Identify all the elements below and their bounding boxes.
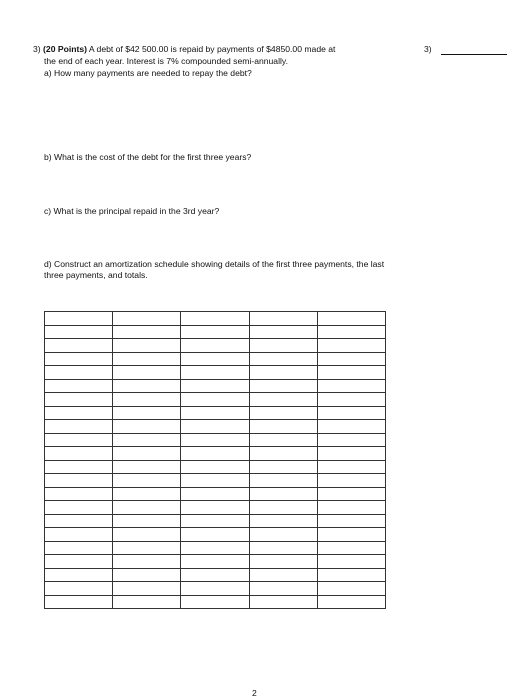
table-cell[interactable] [181,460,249,474]
question-part-b: b) What is the cost of the debt for the first three years? [44,152,252,162]
table-row [45,474,386,488]
table-cell[interactable] [181,366,249,380]
table-cell[interactable] [45,555,113,569]
amortization-grid [44,311,386,609]
table-cell[interactable] [317,460,385,474]
table-cell[interactable] [317,312,385,326]
table-cell[interactable] [249,325,317,339]
table-cell[interactable] [181,487,249,501]
table-row [45,501,386,515]
table-cell[interactable] [45,420,113,434]
table-cell[interactable] [317,595,385,609]
table-cell[interactable] [317,555,385,569]
table-cell[interactable] [317,352,385,366]
table-cell[interactable] [317,379,385,393]
table-cell[interactable] [181,501,249,515]
table-cell[interactable] [249,582,317,596]
table-row [45,379,386,393]
table-cell[interactable] [113,460,181,474]
table-cell[interactable] [45,312,113,326]
table-cell[interactable] [113,433,181,447]
table-cell[interactable] [45,528,113,542]
table-cell[interactable] [113,379,181,393]
table-row [45,420,386,434]
table-cell[interactable] [45,541,113,555]
table-row [45,514,386,528]
question-number: 3) [33,44,41,54]
table-cell[interactable] [181,555,249,569]
table-cell[interactable] [45,595,113,609]
table-cell[interactable] [113,582,181,596]
question-text-line2: the end of each year. Interest is 7% compounded semi-annually. [44,56,288,66]
table-cell[interactable] [181,595,249,609]
table-cell[interactable] [45,487,113,501]
table-cell[interactable] [317,474,385,488]
table-cell[interactable] [249,595,317,609]
table-cell[interactable] [113,555,181,569]
table-row [45,541,386,555]
table-cell[interactable] [45,447,113,461]
table-cell[interactable] [45,514,113,528]
table-cell[interactable] [317,541,385,555]
table-cell[interactable] [317,433,385,447]
table-cell[interactable] [249,312,317,326]
table-cell[interactable] [113,366,181,380]
question-part-d: d) Construct an amortization schedule showing details of the first three payments, the last three payments, and totals. [44,259,385,280]
amortization-table [44,311,386,594]
table-cell[interactable] [181,379,249,393]
table-cell[interactable] [317,568,385,582]
table-cell[interactable] [317,447,385,461]
table-row [45,568,386,582]
table-cell[interactable] [113,501,181,515]
page-number: 2 [252,688,257,698]
table-cell[interactable] [181,474,249,488]
table-cell[interactable] [181,393,249,407]
table-cell[interactable] [317,582,385,596]
table-cell[interactable] [181,582,249,596]
table-cell[interactable] [45,474,113,488]
table-cell[interactable] [181,541,249,555]
table-cell[interactable] [249,460,317,474]
table-cell[interactable] [249,568,317,582]
table-cell[interactable] [45,393,113,407]
table-cell[interactable] [181,406,249,420]
table-row [45,393,386,407]
table-cell[interactable] [317,514,385,528]
table-row [45,595,386,609]
table-cell[interactable] [317,528,385,542]
table-cell[interactable] [317,325,385,339]
table-cell[interactable] [45,339,113,353]
table-cell[interactable] [113,595,181,609]
table-cell[interactable] [181,447,249,461]
table-cell[interactable] [113,528,181,542]
table-row [45,447,386,461]
question-part-c: c) What is the principal repaid in the 3rd year? [44,206,220,216]
table-cell[interactable] [317,501,385,515]
table-cell[interactable] [317,339,385,353]
table-cell[interactable] [249,339,317,353]
table-cell[interactable] [113,420,181,434]
table-cell[interactable] [317,393,385,407]
table-cell[interactable] [249,447,317,461]
table-cell[interactable] [249,366,317,380]
table-cell[interactable] [181,325,249,339]
table-cell[interactable] [45,501,113,515]
table-cell[interactable] [181,514,249,528]
table-cell[interactable] [181,339,249,353]
table-cell[interactable] [113,393,181,407]
table-cell[interactable] [113,312,181,326]
answer-blank-line[interactable] [441,54,507,55]
table-row [45,582,386,596]
table-row [45,460,386,474]
table-cell[interactable] [249,501,317,515]
table-cell[interactable] [113,325,181,339]
table-cell[interactable] [181,312,249,326]
table-cell[interactable] [181,352,249,366]
table-row [45,325,386,339]
table-cell[interactable] [317,420,385,434]
table-cell[interactable] [181,528,249,542]
table-cell[interactable] [45,568,113,582]
table-cell[interactable] [249,393,317,407]
table-cell[interactable] [249,555,317,569]
table-cell[interactable] [249,474,317,488]
question-header [33,44,413,55]
table-cell[interactable] [317,406,385,420]
table-cell[interactable] [113,447,181,461]
table-cell[interactable] [45,433,113,447]
table-cell[interactable] [113,568,181,582]
table-cell[interactable] [249,433,317,447]
table-row [45,406,386,420]
table-cell[interactable] [249,352,317,366]
table-cell[interactable] [249,487,317,501]
table-cell[interactable] [249,514,317,528]
table-cell[interactable] [317,366,385,380]
table-row [45,339,386,353]
table-cell[interactable] [249,420,317,434]
table-cell[interactable] [45,366,113,380]
table-cell[interactable] [45,406,113,420]
table-cell[interactable] [249,541,317,555]
question-text-line1: A debt of $42 500.00 is repaid by payments of $4850.00 made at [88,44,336,54]
table-cell[interactable] [45,379,113,393]
table-cell[interactable] [181,420,249,434]
table-cell[interactable] [113,514,181,528]
table-cell[interactable] [45,325,113,339]
table-cell[interactable] [113,474,181,488]
table-cell[interactable] [113,339,181,353]
table-row [45,366,386,380]
table-row [45,352,386,366]
table-row [45,433,386,447]
table-cell[interactable] [249,379,317,393]
table-cell[interactable] [113,406,181,420]
table-cell[interactable] [317,487,385,501]
table-cell[interactable] [45,352,113,366]
table-cell[interactable] [113,352,181,366]
table-cell[interactable] [181,433,249,447]
table-cell[interactable] [249,528,317,542]
table-row [45,555,386,569]
table-cell[interactable] [113,487,181,501]
table-cell[interactable] [113,541,181,555]
table-cell[interactable] [45,582,113,596]
table-row [45,312,386,326]
question-points: (20 Points) [43,44,87,54]
table-row [45,528,386,542]
table-cell[interactable] [249,406,317,420]
table-cell[interactable] [181,568,249,582]
question-part-a: a) How many payments are needed to repay the debt? [44,68,252,78]
table-row [45,487,386,501]
answer-label: 3) [424,44,432,54]
table-cell[interactable] [45,460,113,474]
